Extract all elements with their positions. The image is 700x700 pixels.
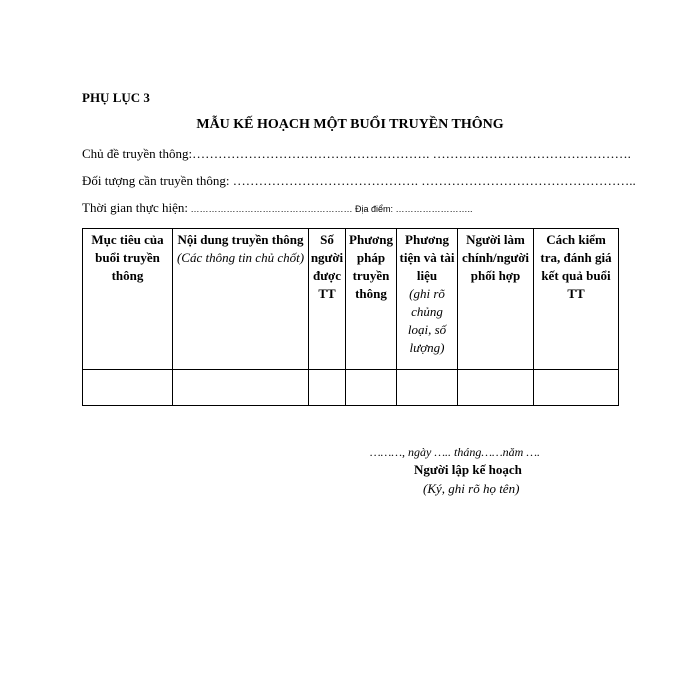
- header-objective: [83, 229, 173, 370]
- table-cell[interactable]: [173, 370, 309, 406]
- header-note: (Các thông tin chủ chốt): [176, 250, 305, 265]
- header-label: Mục tiêu của buổi truyền thông: [91, 232, 164, 283]
- header-label: Cách kiểm tra, đánh giá kết quả buổi TT: [540, 232, 612, 301]
- topic-label: Chủ đề truyền thông:: [82, 146, 193, 161]
- appendix-label: PHỤ LỤC 3: [82, 90, 150, 105]
- header-responsible: [458, 229, 534, 370]
- table-cell[interactable]: [83, 370, 173, 406]
- location-label: Địa điểm:: [352, 204, 396, 214]
- table-header-row: [83, 229, 619, 370]
- date-line: ………, ngày ….. tháng……năm ….: [370, 445, 541, 459]
- header-method: [346, 229, 397, 370]
- time-dots: ………………………………………………: [187, 204, 353, 214]
- header-label: Nội dung truyền thông: [177, 232, 304, 247]
- audience-field: [82, 173, 636, 189]
- topic-field: [82, 146, 631, 162]
- header-label: Phương pháp truyền thông: [349, 232, 393, 301]
- table-cell[interactable]: [458, 370, 534, 406]
- location-dots: ……………………..: [395, 204, 473, 214]
- time-location-field: [82, 200, 473, 216]
- audience-dots: ……………………………………. …………………………………………..: [229, 173, 636, 188]
- audience-label: Đối tượng cần truyền thông:: [82, 173, 230, 188]
- table-cell[interactable]: [534, 370, 619, 406]
- signer-title: Người lập kế hoạch: [414, 462, 522, 477]
- header-label: Người làm chính/người phối hợp: [461, 232, 530, 283]
- header-participants: [309, 229, 346, 370]
- header-materials: [397, 229, 458, 370]
- topic-dots: ………………………………………………. ……………………………………….: [192, 146, 631, 161]
- document-title: MẪU KẾ HOẠCH MỘT BUỔI TRUYỀN THÔNG: [196, 117, 504, 132]
- header-note: (ghi rõ chủng loại, số lượng): [407, 286, 447, 355]
- plan-table: [82, 228, 619, 406]
- time-label: Thời gian thực hiện:: [82, 200, 188, 215]
- header-label: Phương tiện và tài liệu: [399, 232, 455, 283]
- header-content: [173, 229, 309, 370]
- signer-note: (Ký, ghi rõ họ tên): [423, 481, 520, 496]
- header-evaluation: [534, 229, 619, 370]
- table-cell[interactable]: [397, 370, 458, 406]
- table-cell[interactable]: [346, 370, 397, 406]
- table-cell[interactable]: [309, 370, 346, 406]
- table-row: [83, 370, 619, 406]
- header-label: Số người được TT: [310, 232, 344, 301]
